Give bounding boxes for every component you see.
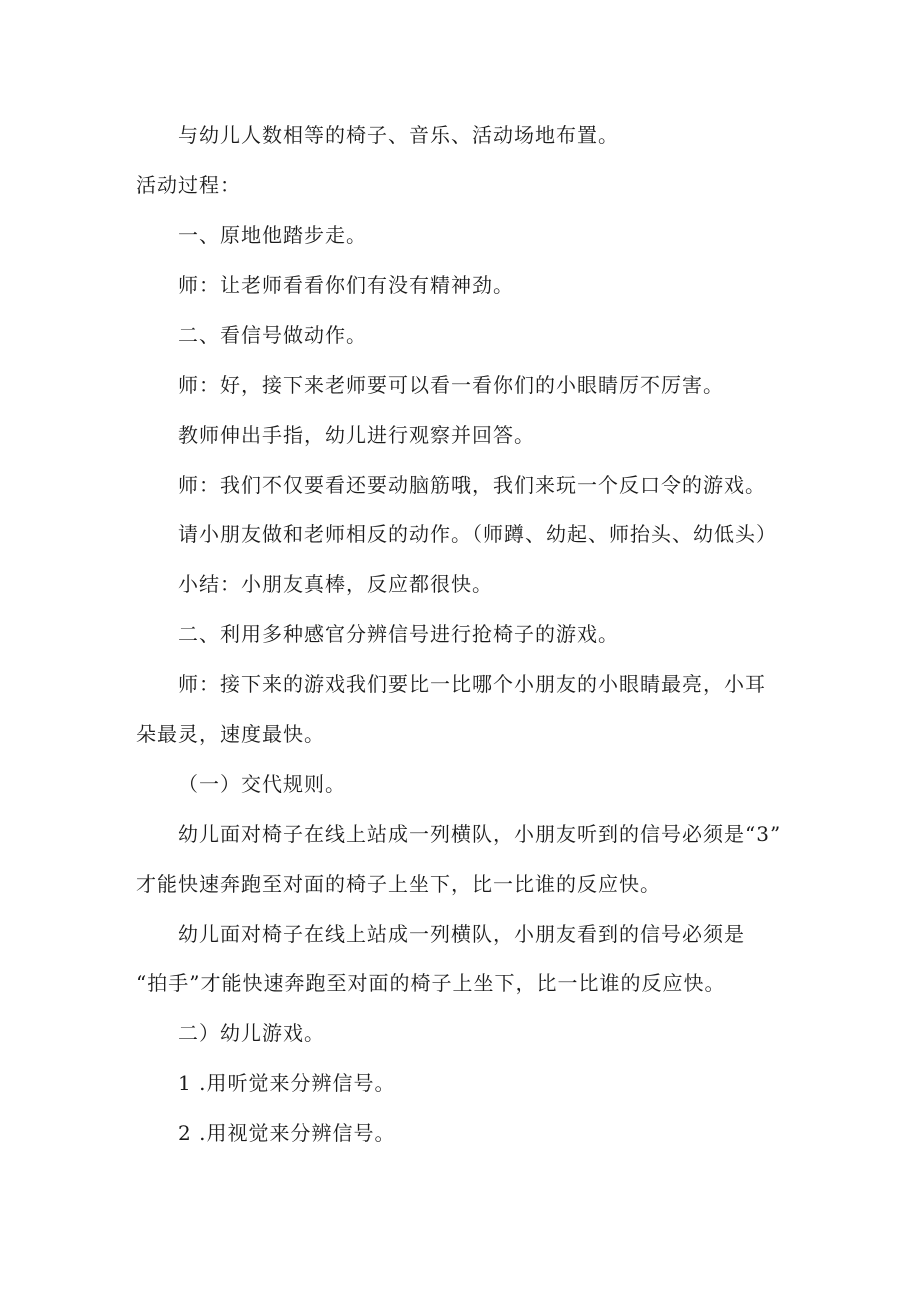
- rule-1-continued: 才能快速奔跑至对面的椅子上坐下，比一比谁的反应快。: [136, 872, 661, 896]
- teacher-line-4: 师：接下来的游戏我们要比一比哪个小朋友的小眼睛最亮，小耳: [178, 672, 766, 696]
- paragraph-opposite-actions: 请小朋友做和老师相反的动作。（师蹲、幼起、师抬头、幼低头）: [178, 522, 777, 546]
- teacher-line-4-continued: 朵最灵，速度最快。: [136, 722, 325, 746]
- rule-1: 幼儿面对椅子在线上站成一列横队，小朋友听到的信号必须是“3”: [178, 822, 782, 846]
- game-item-1: 1 .用听觉来分辨信号。: [178, 1071, 396, 1095]
- paragraph-materials: 与幼儿人数相等的椅子、音乐、活动场地布置。: [178, 123, 619, 147]
- step-2-heading: 二、看信号做动作。: [178, 323, 367, 347]
- teacher-line-2: 师：好，接下来老师要可以看一看你们的小眼睛厉不厉害。: [178, 373, 724, 397]
- paragraph-teacher-fingers: 教师伸出手指，幼儿进行观察并回答。: [178, 423, 535, 447]
- heading-activity-process: 活动过程：: [136, 173, 241, 197]
- rule-2: 幼儿面对椅子在线上站成一列横队，小朋友看到的信号必须是: [178, 922, 745, 946]
- step-3-heading: 二、利用多种感官分辨信号进行抢椅子的游戏。: [178, 622, 619, 646]
- step-1-heading: 一、原地他踏步走。: [178, 223, 367, 247]
- subheading-game: 二）幼儿游戏。: [178, 1021, 325, 1045]
- rule-2-continued: “拍手”才能快速奔跑至对面的椅子上坐下，比一比谁的反应快。: [136, 971, 726, 995]
- game-item-2: 2 .用视觉来分辨信号。: [178, 1121, 396, 1145]
- paragraph-summary: 小结：小朋友真棒，反应都很快。: [178, 572, 493, 596]
- teacher-line-1: 师：让老师看看你们有没有精神劲。: [178, 273, 514, 297]
- subheading-rules: （一）交代规则。: [178, 772, 346, 796]
- teacher-line-3: 师：我们不仅要看还要动脑筋哦，我们来玩一个反口令的游戏。: [178, 473, 766, 497]
